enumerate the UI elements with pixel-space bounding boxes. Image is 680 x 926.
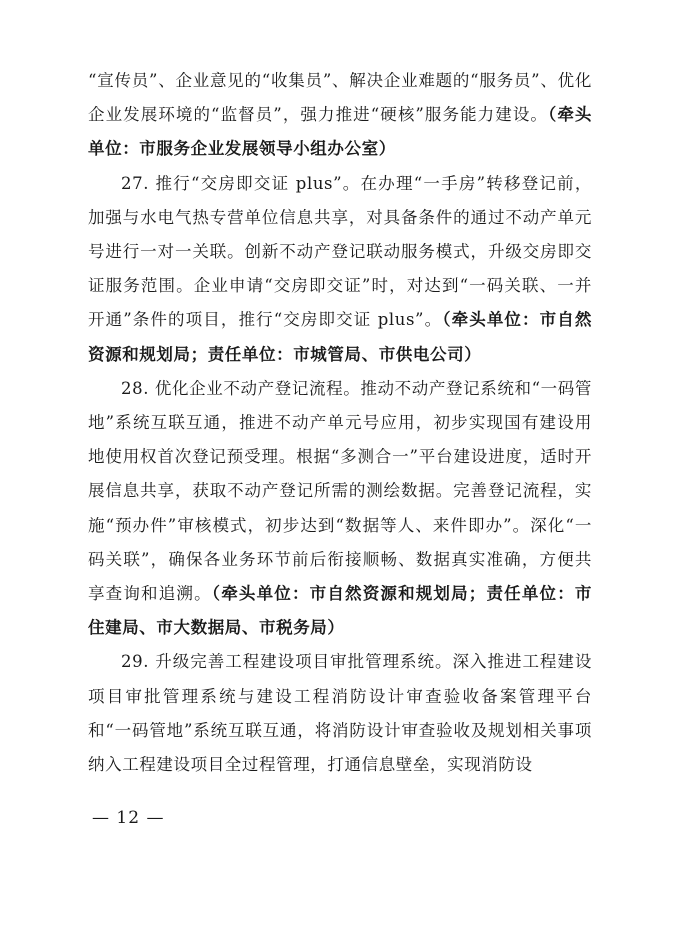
- paragraph-item-29: [88, 645, 592, 782]
- paragraph-text: 29. 升级完善工程建设项目审批管理系统。深入推进工程建设项目审批管理系统与建设工程消防设计审查验收备案管理平台和“一码管地”系统互联互通，将消防设计审查验收及规划相关事项纳入工程建设项目全过程管理，打通信息壁垒，实现消防设: [88, 652, 592, 775]
- paragraph-item-28: [88, 372, 592, 646]
- paragraph-item-27: [88, 167, 592, 372]
- responsible-units: （牵头单位：市服务企业发展领导小组办公室）: [88, 105, 592, 159]
- paragraph-text: 27. 推行“交房即交证 plus”。在办理“一手房”转移登记前，加强与水电气热专营单位信息共享，对具备条件的通过不动产单元号进行一对一关联。创新不动产登记联动服务模式，升级交房即交证服务范围。企业申请“交房即交证”时，对达到“一码关联、一并开通”条件的项目，推行“交房即交证 plus”。: [88, 173, 592, 330]
- responsible-units: （牵头单位：市自然资源和规划局；责任单位：市住建局、市大数据局、市税务局）: [88, 584, 593, 638]
- responsible-units: （牵头单位：市自然资源和规划局；责任单位：市城管局、市供电公司）: [88, 310, 592, 364]
- page-number: — 12 —: [92, 808, 165, 828]
- document-body: [88, 64, 592, 782]
- paragraph-text: 28. 优化企业不动产登记流程。推动不动产登记系统和“一码管地”系统互联互通，推进不动产单元号应用，初步实现国有建设用地使用权首次登记预受理。根据“多测合一”平台建设进度，适时开展信息共享，获取不动产登记所需的测绘数据。完善登记流程，实施“预办件”审核模式，初步达到“数据等人、来件即办”。深化“一码关联”，确保各业务环节前后衔接顺畅、数据真实准确，方便共享查询和追溯。: [88, 378, 592, 604]
- paragraph-text: “宣传员”、企业意见的“收集员”、解决企业难题的“服务员”、优化企业发展环境的“监督员”，强力推进“硬核”服务能力建设。: [88, 71, 592, 125]
- paragraph-continued: [88, 64, 592, 167]
